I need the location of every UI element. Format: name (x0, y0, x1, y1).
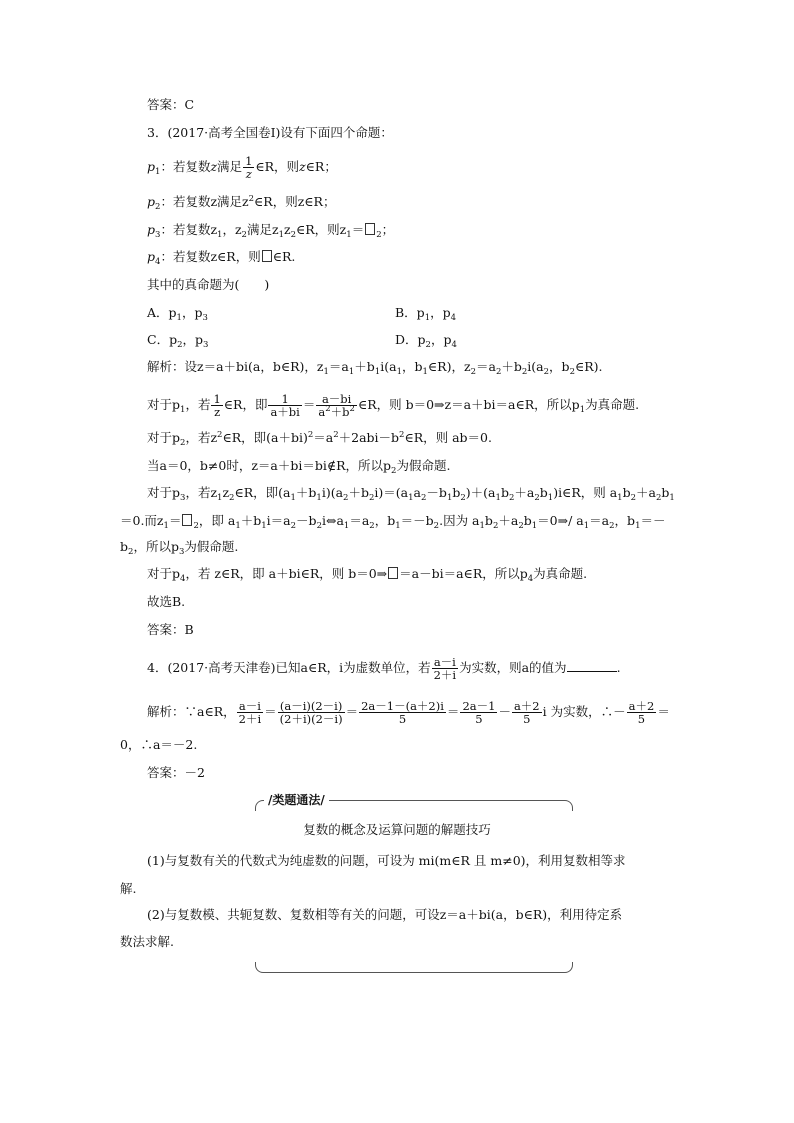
solution-p1: 对于$p_1$，若 $\frac{1}{z}$ ∈R，即 $\frac{1}{a+bi}$ ＝ $\frac{a-bi}{a^2+b^2}$ ∈R，则 b＝0⇒z＝a＋bi＝a∈R，所以$p_1$为真命题. (147, 392, 640, 419)
solution-p3b: ＝0.而$z_1= _2$，即 $a_1+b_1i=a_2-b_2i\Leftrightarrow a_1=a_2$，$b_1=-b_2$.因为 $a_1b_2+a_2b_1=0\Rightarrow/$ $a_1=a_2$，$b_1=-$ (120, 513, 666, 531)
solution-p2a: 对于$p_2$，若$z^2\in R$，即$(a+bi)^2=a^2+2abi-b^2\in R$，则 ab＝0. (147, 430, 492, 448)
answer-c: 答案：C (147, 97, 195, 112)
q4-solution: 解析：∵a∈R， $\frac{a-i}{2+i}$ ＝ $\frac{(a-i)(2-i)}{(2+i)(2-i)}$ ＝ $\frac{2a-1-(a+2)i}{5}$ ＝ $\frac{2a-1}{5}$ － $\frac{a+2}{5}$ i 为实数，∴－ $\frac{a+2}{5}$ ＝ (147, 699, 670, 726)
p1-line: $p_1$：若复数z满足 $\frac{1}{z}$ ∈R，则z∈R； (147, 154, 337, 181)
tip-title: 复数的概念及运算问题的解题技巧 (303, 822, 491, 837)
q3-question: 其中的真命题为( ) (147, 277, 270, 292)
solution-p4: 对于$p_4$，若 z∈R，即 a＋bi∈R，则 b＝0⇒ ＝a－bi＝a∈R，所以$p_4$为真命题. (147, 566, 588, 584)
solution-p3a: 对于$p_3$，若$z_1z_2\in R$，即$(a_1+b_1i)(a_2+b_2i)=(a_1a_2-b_1b_2)+(a_1b_2+a_2b_1)i\in R$，则 $a_1b_2+a_2b_1$ (147, 485, 675, 503)
q3-stem: 3．(2017·高考全国卷Ⅰ)设有下面四个命题： (147, 125, 393, 140)
tip-frame-bottom (255, 962, 573, 973)
option-c: C．$p_2$，$p_3$ (147, 332, 209, 350)
tip-tag: /类题通法/ (264, 791, 329, 808)
answer-b: 答案：B (147, 622, 194, 637)
q4-solution-end: 0，∴a＝－2. (120, 737, 198, 752)
option-b: B．$p_1$，$p_4$ (395, 305, 457, 323)
solution-p2b: 当a＝0，b≠0时，z＝a＋bi＝bi∉R，所以$p_2$为假命题. (147, 458, 451, 476)
tip-item-2-cont: 数法求解. (120, 934, 174, 949)
tip-item-1-cont: 解. (120, 881, 137, 896)
solution-intro: 解析：设z＝a＋bi(a，b∈R)，$z_1=a_1+b_1i(a_1$，$b_1\in R$)，$z_2=a_2+b_2i(a_2$，$b_2\in R$). (147, 359, 603, 377)
q4-answer: 答案：－2 (147, 765, 205, 780)
option-d: D．$p_2$，$p_4$ (395, 332, 457, 350)
p3-line: $p_3$：若复数$z_1$，$z_2$满足$z_1z_2\in R$，则$z_1= _2$； (147, 222, 395, 240)
tip-item-2: (2)与复数模、共轭复数、复数相等有关的问题，可设z＝a＋bi(a，b∈R)，利用待定系 (147, 907, 623, 922)
q4-stem: 4．(2017·高考天津卷)已知a∈R，i为虚数单位，若 $\frac{a-i}{2+i}$ 为实数，则a的值为 . (147, 655, 621, 682)
p2-line: $p_2$：若复数z满足$z^2\in R$，则z∈R； (147, 194, 336, 212)
option-a: A．$p_1$，$p_3$ (147, 305, 208, 323)
solution-p3c: $b_2$，所以$p_3$为假命题. (120, 539, 239, 557)
tip-item-1: (1)与复数有关的代数式为纯虚数的问题，可设为 mi(m∈R 且 m≠0)，利用复数相等求 (147, 853, 626, 868)
p4-line: $p_4$：若复数z∈R，则 ∈R. (147, 249, 296, 267)
conclusion: 故选B. (147, 594, 186, 609)
